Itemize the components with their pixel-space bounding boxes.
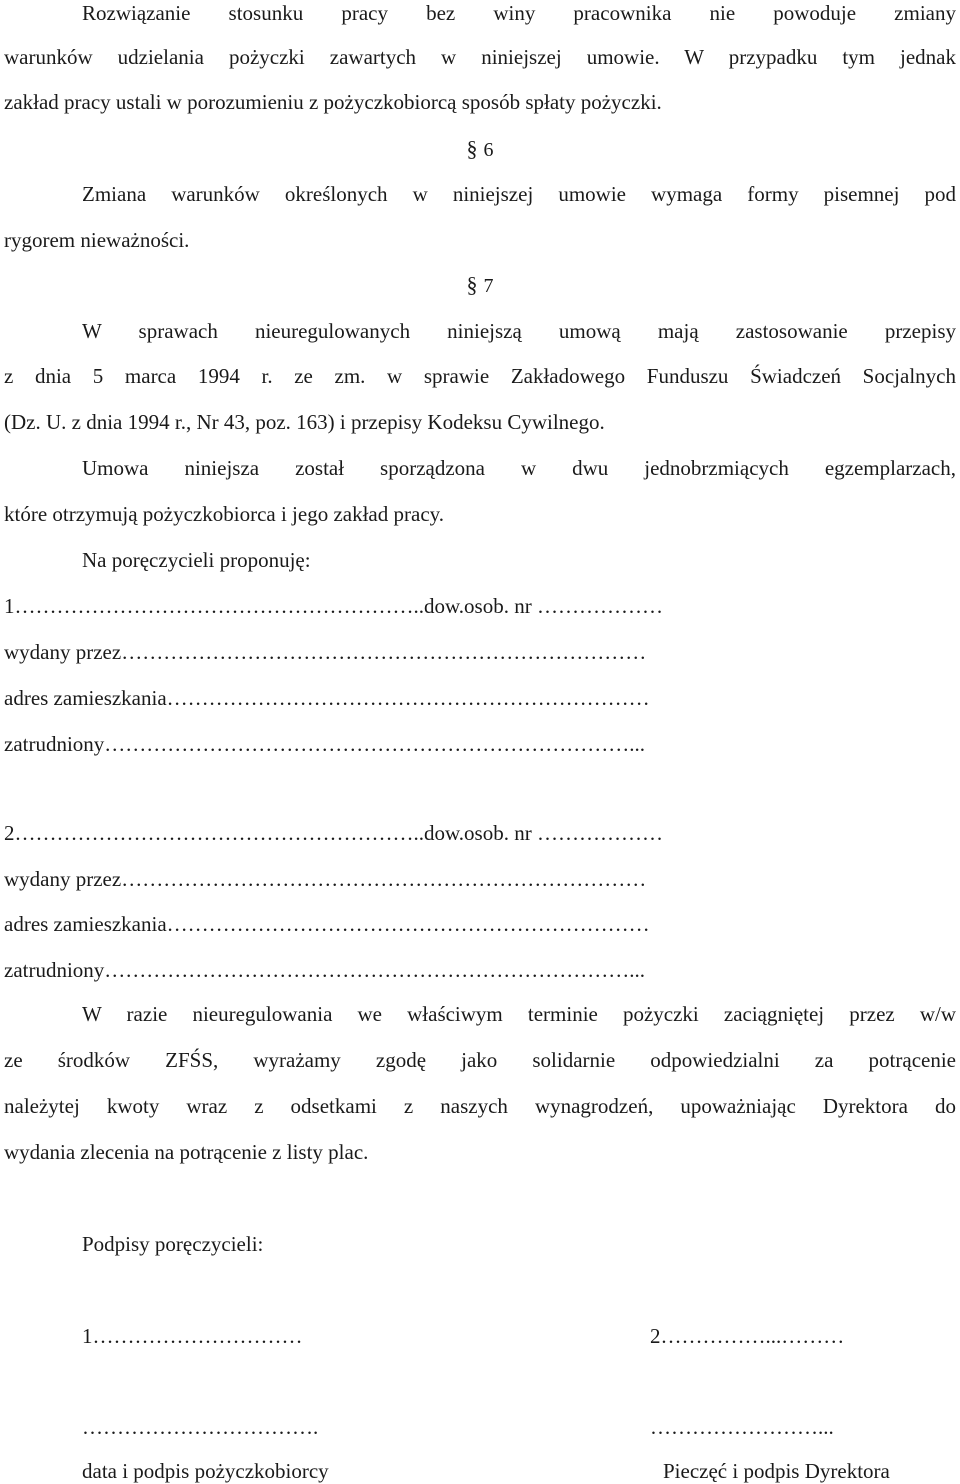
signature-line-left: ……………………………. <box>82 1415 319 1439</box>
paragraph-line: (Dz. U. z dnia 1994 r., Nr 43, poz. 163) i przepisy Kodeksu Cywilnego. <box>4 410 605 434</box>
paragraph-line: warunków udzielania pożyczki zawartych w niniejszej umowie. W przypadku tym jednak <box>4 45 956 69</box>
section-number: 6 <box>483 139 494 161</box>
guarantor-2-address-line: adres zamieszkania…………………………………………………………… <box>4 912 650 936</box>
paragraph-line: z dnia 5 marca 1994 r. ze zm. w sprawie Zakładowego Funduszu Świadczeń Socjalnych <box>4 364 956 388</box>
paragraph-line: wydania zlecenia na potrącenie z listy plac. <box>4 1140 369 1164</box>
paragraph-line: Rozwiązanie stosunku pracy bez winy pracownika nie powoduje zmiany <box>82 1 956 25</box>
signature-label-borrower: data i podpis pożyczkobiorcy <box>82 1459 329 1483</box>
paragraph-line: rygorem nieważności. <box>4 228 190 252</box>
paragraph-line: W sprawach nieuregulowanych niniejszą umową mają zastosowanie przepisy <box>82 319 956 343</box>
guarantor-2-issued-by-line: wydany przez………………………………………………………………… <box>4 867 647 891</box>
paragraph-line: W razie nieuregulowania we właściwym terminie pożyczki zaciągniętej przez w/w <box>82 1002 956 1026</box>
guarantor-1-employer-line: zatrudniony…………………………………………………………………... <box>4 732 646 756</box>
paragraph-line: ze środków ZFŚS, wyrażamy zgodę jako solidarnie odpowiedzialni za potrącenie <box>4 1048 956 1072</box>
guarantor-1-address-line: adres zamieszkania…………………………………………………………… <box>4 686 650 710</box>
paragraph-line: zakład pracy ustali w porozumieniu z pożyczkobiorcą sposób spłaty pożyczki. <box>4 90 662 114</box>
paragraph-line: które otrzymują pożyczkobiorca i jego zakład pracy. <box>4 502 445 526</box>
paragraph-line: Na poręczycieli proponuję: <box>82 548 311 572</box>
section-number: 7 <box>483 275 494 297</box>
guarantor-1-issued-by-line: wydany przez………………………………………………………………… <box>4 640 647 664</box>
paragraph-line: Umowa niniejsza został sporządzona w dwu jednobrzmiących egzemplarzach, <box>82 456 956 480</box>
guarantor-2-id-line: 2…………………………………………………..dow.osob. nr ……………… <box>4 821 663 845</box>
guarantor-1-id-line: 1…………………………………………………..dow.osob. nr ……………… <box>4 594 663 618</box>
section-heading-7 <box>0 272 960 299</box>
paragraph-line: Zmiana warunków określonych w niniejszej umowie wymaga formy pisemnej pod <box>82 182 956 206</box>
section-symbol: § <box>466 136 478 161</box>
paragraph-line: należytej kwoty wraz z odsetkami z naszych wynagrodzeń, upoważniając Dyrektora do <box>4 1094 956 1118</box>
section-symbol: § <box>466 272 478 297</box>
signature-line-right: ……………………... <box>650 1415 834 1439</box>
signature-dots-left: 1………………………… <box>82 1324 303 1348</box>
section-heading-6 <box>0 136 960 163</box>
signature-label-director: Pieczęć i podpis Dyrektora <box>663 1459 890 1483</box>
signature-dots-right: 2……………...……… <box>650 1324 845 1348</box>
guarantor-2-employer-line: zatrudniony…………………………………………………………………... <box>4 958 646 982</box>
signatures-heading: Podpisy poręczycieli: <box>82 1232 264 1256</box>
